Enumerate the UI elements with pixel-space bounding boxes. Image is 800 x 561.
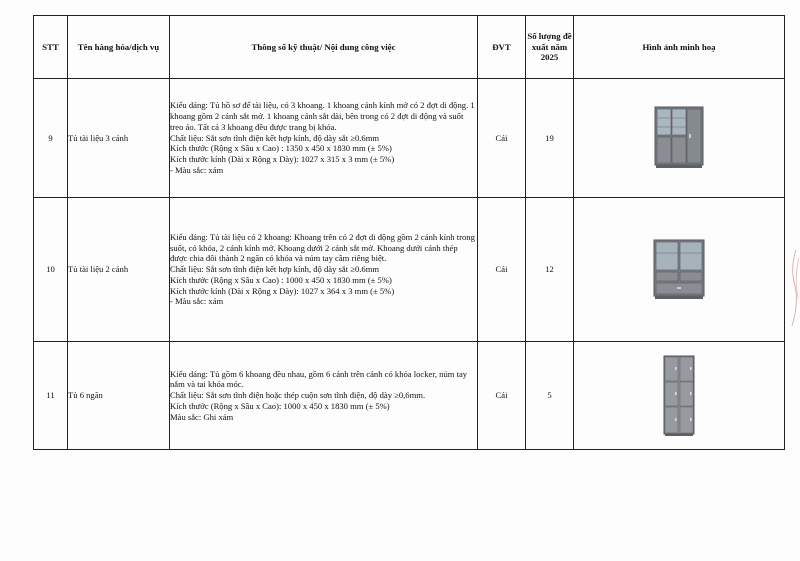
row-stt: 11 [34, 342, 68, 450]
specification-table [33, 15, 785, 450]
row-qty: 12 [526, 198, 574, 342]
header-stt: STT [34, 16, 68, 79]
table-header-row [34, 16, 785, 79]
row-name: Tủ 6 ngăn [68, 342, 170, 450]
row-unit: Cái [478, 79, 526, 198]
spec-line: Kiểu dáng: Tủ gồm 6 khoang đều nhau, gồm 6 cánh trên cánh có khóa locker, núm tay nắm và tai khóa móc. [170, 368, 468, 390]
two-door-cabinet-photo-icon [653, 239, 705, 301]
spec-line: Kích thước (Rộng x Sâu x Cao) : 1350 x 450 x 1830 mm (± 5%) [170, 143, 392, 154]
spec-line: Kích thước (Rộng x Sâu x Cao): 1000 x 450 x 1830 mm (± 5%) [170, 400, 390, 411]
spec-line: Kích thước kính (Dài x Rộng x Dày): 1027 x 364 x 3 mm (± 5%) [170, 285, 395, 296]
spec-line: Kích thước (Rộng x Sâu x Cao) : 1000 x 450 x 1830 mm (± 5%) [170, 274, 392, 285]
spec-line: Chất liệu: Sắt sơn tĩnh điện kết hợp kính, độ dày sắt ≥0.6mm [170, 264, 380, 275]
row-spec [170, 342, 478, 450]
table-row [34, 79, 785, 198]
header-image: Hình ảnh minh hoạ [574, 16, 785, 79]
spec-line: Chất liệu: Sắt sơn tĩnh điện hoặc thép cuộn sơn tĩnh điện, độ dày ≥0,6mm. [170, 390, 426, 401]
row-image [574, 198, 785, 342]
row-stt: 9 [34, 79, 68, 198]
six-locker-cabinet-photo-icon [663, 355, 695, 437]
table-row [34, 198, 785, 342]
row-spec [170, 79, 478, 198]
row-image [574, 79, 785, 198]
header-qty: Số lượng đề xuất năm 2025 [526, 16, 574, 79]
row-unit: Cái [478, 198, 526, 342]
table-row [34, 342, 785, 450]
row-unit: Cái [478, 342, 526, 450]
row-qty: 19 [526, 79, 574, 198]
spec-line: Màu sắc: Ghi xám [170, 411, 234, 422]
row-name: Tủ tài liệu 2 cánh [68, 198, 170, 342]
stamp-edge-mark-icon [786, 248, 800, 328]
row-qty: 5 [526, 342, 574, 450]
three-door-cabinet-photo-icon [654, 106, 704, 170]
header-name: Tên hàng hóa/dịch vụ [68, 16, 170, 79]
spec-line: Kiểu dáng: Tủ tài liệu có 2 khoang: Khoang trên có 2 đợt di động gồm 2 cánh kính trong suốt, có khóa, 2 cánh kính mở. Khoang dưới 2 cánh sắt mở. Khoang dưới cánh thép được chia đôi thành 2 ngăn có khóa và núm tay cầm riêng biệt. [170, 231, 475, 264]
spec-line: Kiểu dáng: Tủ hồ sơ để tài liệu, có 3 khoang. 1 khoang cánh kính mở có 2 đợt di động. 1 khoang gồm 2 cánh sắt mở. 1 khoang cánh sắt dài, bên trong có 2 đợt di động và suốt treo áo. Tất cả 3 khoang đều được trang bị khóa. [170, 100, 475, 132]
header-unit: ĐVT [478, 16, 526, 79]
row-stt: 10 [34, 198, 68, 342]
header-spec: Thông số kỹ thuật/ Nội dung công việc [170, 16, 478, 79]
row-name: Tủ tài liệu 3 cánh [68, 79, 170, 198]
spec-line: - Màu sắc: xám [170, 164, 224, 175]
spec-line: - Màu sắc: xám [170, 296, 224, 307]
row-image [574, 342, 785, 450]
spec-line: Chất liệu: Sắt sơn tĩnh điện kết hợp kính, độ dày sắt ≥0.6mm [170, 132, 380, 143]
spec-line: Kích thước kính (Dài x Rộng x Dày): 1027 x 315 x 3 mm (± 5%) [170, 154, 395, 165]
row-spec [170, 198, 478, 342]
